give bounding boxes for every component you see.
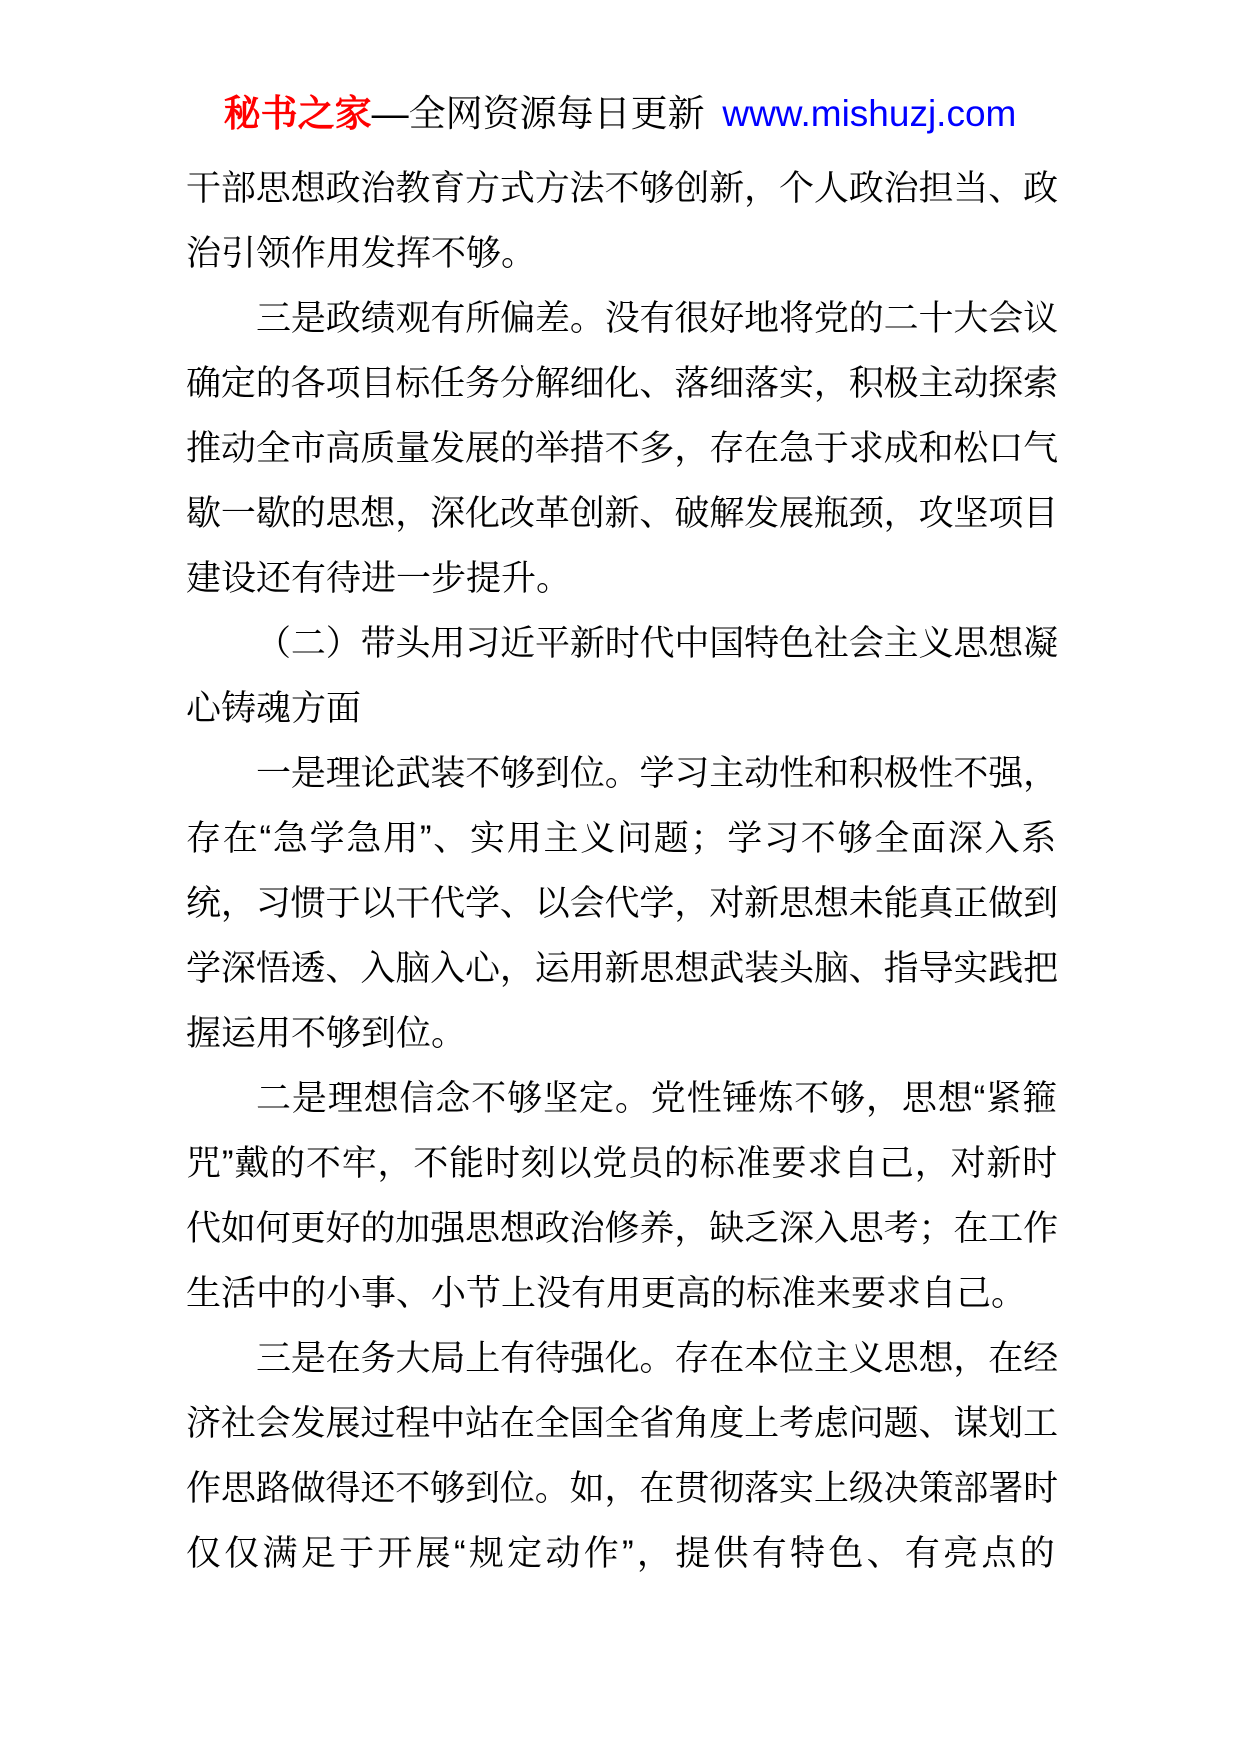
text-line-content: 学深悟透、入脑入心，运用新思想武装头脑、指导实践把 (186, 949, 1058, 988)
text-line-content: 统，习惯于以干代学、以会代学，对新思想未能真正做到 (186, 884, 1058, 923)
text-line-content: 生活中的小事、小节上没有用更高的标准来要求自己。 (186, 1274, 1027, 1313)
text-line (186, 416, 1058, 481)
text-line (186, 936, 1058, 1001)
header-space (705, 93, 723, 134)
text-line-content: （二）带头用习近平新时代中国特色社会主义思想凝 (256, 624, 1058, 663)
page-header (0, 90, 1240, 138)
text-line (186, 1131, 1058, 1196)
text-line (186, 1261, 1058, 1326)
text-line (186, 871, 1058, 936)
text-line-content: 心铸魂方面 (186, 689, 362, 728)
text-line-content: 作思路做得还不够到位。如，在贯彻落实上级决策部署时 (186, 1469, 1058, 1508)
text-line-content: 存在“急学急用”、实用主义问题；学习不够全面深入系 (186, 819, 1058, 858)
text-line (186, 806, 1058, 871)
text-line (186, 611, 1058, 676)
text-line-content: 治引领作用发挥不够。 (186, 234, 537, 273)
text-line (186, 546, 1058, 611)
text-line-content: 济社会发展过程中站在全国全省角度上考虑问题、谋划工 (186, 1404, 1058, 1443)
text-line (186, 156, 1058, 221)
text-line-content: 二是理想信念不够坚定。党性锤炼不够，思想“紧箍 (256, 1079, 1058, 1118)
text-line-content: 干部思想政治教育方式方法不够创新，个人政治担当、政 (186, 169, 1058, 208)
text-line (186, 1001, 1058, 1066)
text-line-content: 仅仅满足于开展“规定动作”，提供有特色、有亮点的 (186, 1534, 1058, 1573)
text-line-content: 推动全市高质量发展的举措不多，存在急于求成和松口气 (186, 429, 1058, 468)
text-line-content: 代如何更好的加强思想政治修养，缺乏深入思考；在工作 (186, 1209, 1058, 1248)
text-line-content: 一是理论武装不够到位。学习主动性和积极性不强， (256, 754, 1058, 793)
text-line-content: 咒”戴的不牢，不能时刻以党员的标准要求自己，对新时 (186, 1144, 1058, 1183)
text-line-content: 确定的各项目标任务分解细化、落细落实，积极主动探索 (186, 364, 1058, 403)
text-line-content: 建设还有待进一步提升。 (186, 559, 572, 598)
site-url-link[interactable]: www.mishuzj.com (722, 93, 1017, 134)
text-line (186, 676, 1058, 741)
text-line (186, 1521, 1058, 1586)
text-line (186, 1391, 1058, 1456)
text-line (186, 1456, 1058, 1521)
text-line-content: 握运用不够到位。 (186, 1014, 467, 1053)
text-line (186, 1196, 1058, 1261)
text-line-content: 三是在务大局上有待强化。存在本位主义思想，在经 (256, 1339, 1058, 1378)
text-line (186, 1326, 1058, 1391)
text-line (186, 221, 1058, 286)
text-line (186, 286, 1058, 351)
text-line-content: 歇一歇的思想，深化改革创新、破解发展瓶颈，攻坚项目 (186, 494, 1058, 533)
text-line (186, 351, 1058, 416)
text-line-content: 三是政绩观有所偏差。没有很好地将党的二十大会议 (256, 299, 1058, 338)
text-line (186, 741, 1058, 806)
text-line (186, 1066, 1058, 1131)
site-tagline: —全网资源每日更新 (371, 93, 705, 134)
document-body (186, 156, 1058, 1586)
text-line (186, 481, 1058, 546)
site-brand: 秘书之家 (223, 93, 372, 134)
